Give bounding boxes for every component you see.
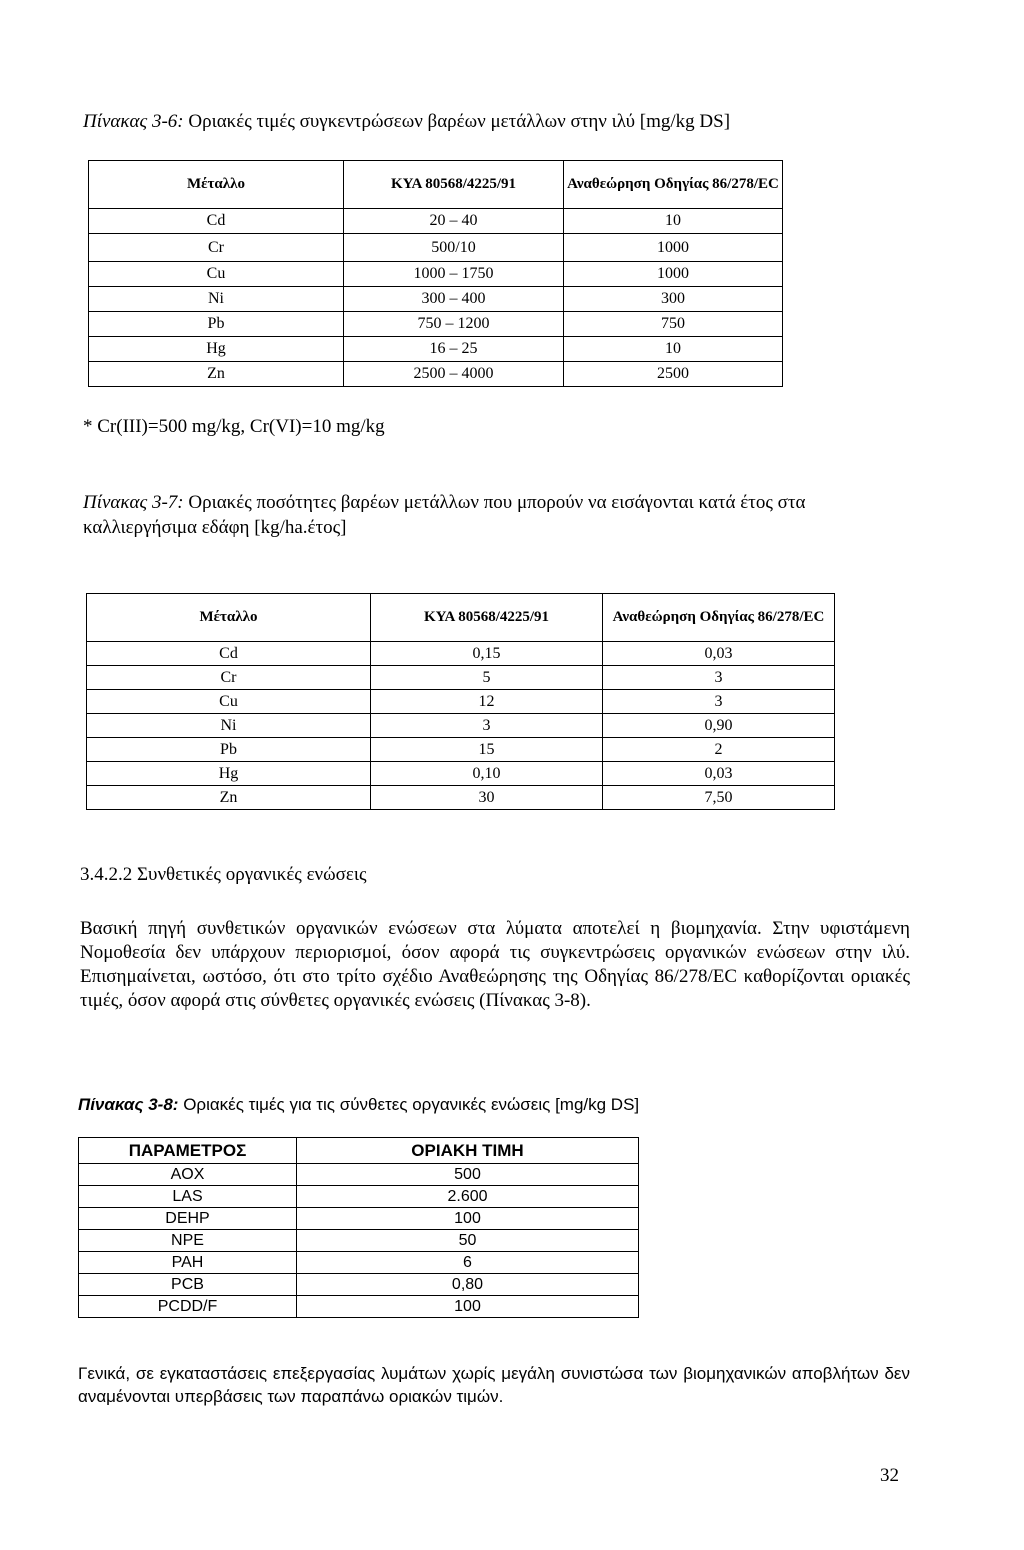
table-cell: Pb [87, 738, 371, 762]
table-cell: 750 – 1200 [344, 312, 564, 337]
table-cell: 2500 [564, 362, 783, 387]
table-cell: 1000 [564, 234, 783, 262]
table-3-8-caption [78, 1095, 639, 1115]
header-parameter: ΠΑΡΑΜΕΤΡΟΣ [79, 1138, 297, 1164]
table-cell: Pb [89, 312, 344, 337]
table-cell: 2500 – 4000 [344, 362, 564, 387]
header-directive: Αναθεώρηση Οδηγίας 86/278/EC [564, 161, 783, 209]
section-paragraph: Βασική πηγή συνθετικών οργανικών ενώσεων στα λύματα αποτελεί η βιομηχανία. Στην υφιστάμενη Νομοθεσία δεν υπάρχουν περιορισμοί, όσον αφορά τις συγκεντρώσεις οργανικών ενώσεων στην ιλύ. Επισημαίνεται, ωστόσο, ότι στο τρίτο σχέδιο Αναθεώρησης της Οδηγίας 86/278/EC καθορίζονται οριακές τιμές, όσον αφορά στις σύνθετες οργανικές ενώσεις (Πίνακας 3-8). [80, 918, 910, 1011]
table-cell: Zn [87, 786, 371, 810]
table-cell: Cu [89, 262, 344, 287]
header-kya: ΚΥΑ 80568/4225/91 [344, 161, 564, 209]
table-cell: 0,15 [371, 642, 603, 666]
table-cell: Hg [87, 762, 371, 786]
table-cell: 100 [297, 1296, 639, 1318]
table-cell: AOX [79, 1164, 297, 1186]
table-cell: Cd [89, 209, 344, 234]
table-cell: PCDD/F [79, 1296, 297, 1318]
header-metal: Μέταλλο [89, 161, 344, 209]
caption-text: Οριακές τιμές για τις σύνθετες οργανικές ενώσεις [mg/kg DS] [183, 1095, 640, 1114]
table-cell: Ni [87, 714, 371, 738]
table-cell: 3 [603, 666, 835, 690]
table-cell: 12 [371, 690, 603, 714]
table-cell: 20 – 40 [344, 209, 564, 234]
table-cell: 300 [564, 287, 783, 312]
table-cell: 0,03 [603, 642, 835, 666]
table-3-6-footnote: * Cr(III)=500 mg/kg, Cr(VI)=10 mg/kg [83, 416, 385, 437]
table-cell: 0,03 [603, 762, 835, 786]
table-cell: Zn [89, 362, 344, 387]
table-cell: Cr [89, 234, 344, 262]
table-cell: PAH [79, 1252, 297, 1274]
table-3-6 [88, 160, 783, 387]
table-cell: 2.600 [297, 1186, 639, 1208]
table-3-6-caption [83, 110, 730, 134]
table-cell: 500/10 [344, 234, 564, 262]
table-cell: 5 [371, 666, 603, 690]
table-cell: 2 [603, 738, 835, 762]
table-cell: 0,90 [603, 714, 835, 738]
table-cell: 3 [371, 714, 603, 738]
table-cell: Hg [89, 337, 344, 362]
table-cell: LAS [79, 1186, 297, 1208]
table-cell: 750 [564, 312, 783, 337]
table-cell: 10 [564, 209, 783, 234]
table-cell: 7,50 [603, 786, 835, 810]
table-cell: NPE [79, 1230, 297, 1252]
table-cell: DEHP [79, 1208, 297, 1230]
table-cell: 10 [564, 337, 783, 362]
table-3-7-caption [83, 490, 913, 540]
table-cell: PCB [79, 1274, 297, 1296]
caption-text: Οριακές ποσότητες βαρέων μετάλλων που μπορούν να εισάγονται κατά έτος στα καλλιεργήσιμα εδάφη [kg/ha.έτος] [83, 492, 806, 538]
table-cell: Ni [89, 287, 344, 312]
header-kya: ΚΥΑ 80568/4225/91 [371, 594, 603, 642]
caption-text: Οριακές τιμές συγκεντρώσεων βαρέων μετάλλων στην ιλύ [mg/kg DS] [188, 111, 731, 132]
header-directive: Αναθεώρηση Οδηγίας 86/278/EC [603, 594, 835, 642]
table-cell: 30 [371, 786, 603, 810]
table-cell: Cd [87, 642, 371, 666]
caption-label: Πίνακας 3-8: [78, 1095, 179, 1114]
header-metal: Μέταλλο [87, 594, 371, 642]
section-heading: 3.4.2.2 Συνθετικές οργανικές ενώσεις [80, 864, 367, 885]
table-cell: Cu [87, 690, 371, 714]
table-cell: 50 [297, 1230, 639, 1252]
header-limit: ΟΡΙΑΚΗ ΤΙΜΗ [297, 1138, 639, 1164]
table-cell: 3 [603, 690, 835, 714]
table-cell: 500 [297, 1164, 639, 1186]
caption-label: Πίνακας 3-7: [83, 492, 184, 513]
table-cell: 0,80 [297, 1274, 639, 1296]
table-3-8 [78, 1137, 639, 1318]
page-number: 32 [880, 1465, 899, 1486]
table-cell: 6 [297, 1252, 639, 1274]
table-cell: 16 – 25 [344, 337, 564, 362]
closing-paragraph: Γενικά, σε εγκαταστάσεις επεξεργασίας λυμάτων χωρίς μεγάλη συνιστώσα των βιομηχανικών αποβλήτων δεν αναμένονται υπερβάσεις των παραπάνω οριακών τιμών. [78, 1364, 910, 1406]
table-cell: Cr [87, 666, 371, 690]
caption-label: Πίνακας 3-6: [83, 111, 184, 132]
table-cell: 300 – 400 [344, 287, 564, 312]
table-cell: 100 [297, 1208, 639, 1230]
table-cell: 1000 [564, 262, 783, 287]
table-cell: 15 [371, 738, 603, 762]
table-3-7 [86, 593, 835, 810]
table-cell: 0,10 [371, 762, 603, 786]
table-cell: 1000 – 1750 [344, 262, 564, 287]
